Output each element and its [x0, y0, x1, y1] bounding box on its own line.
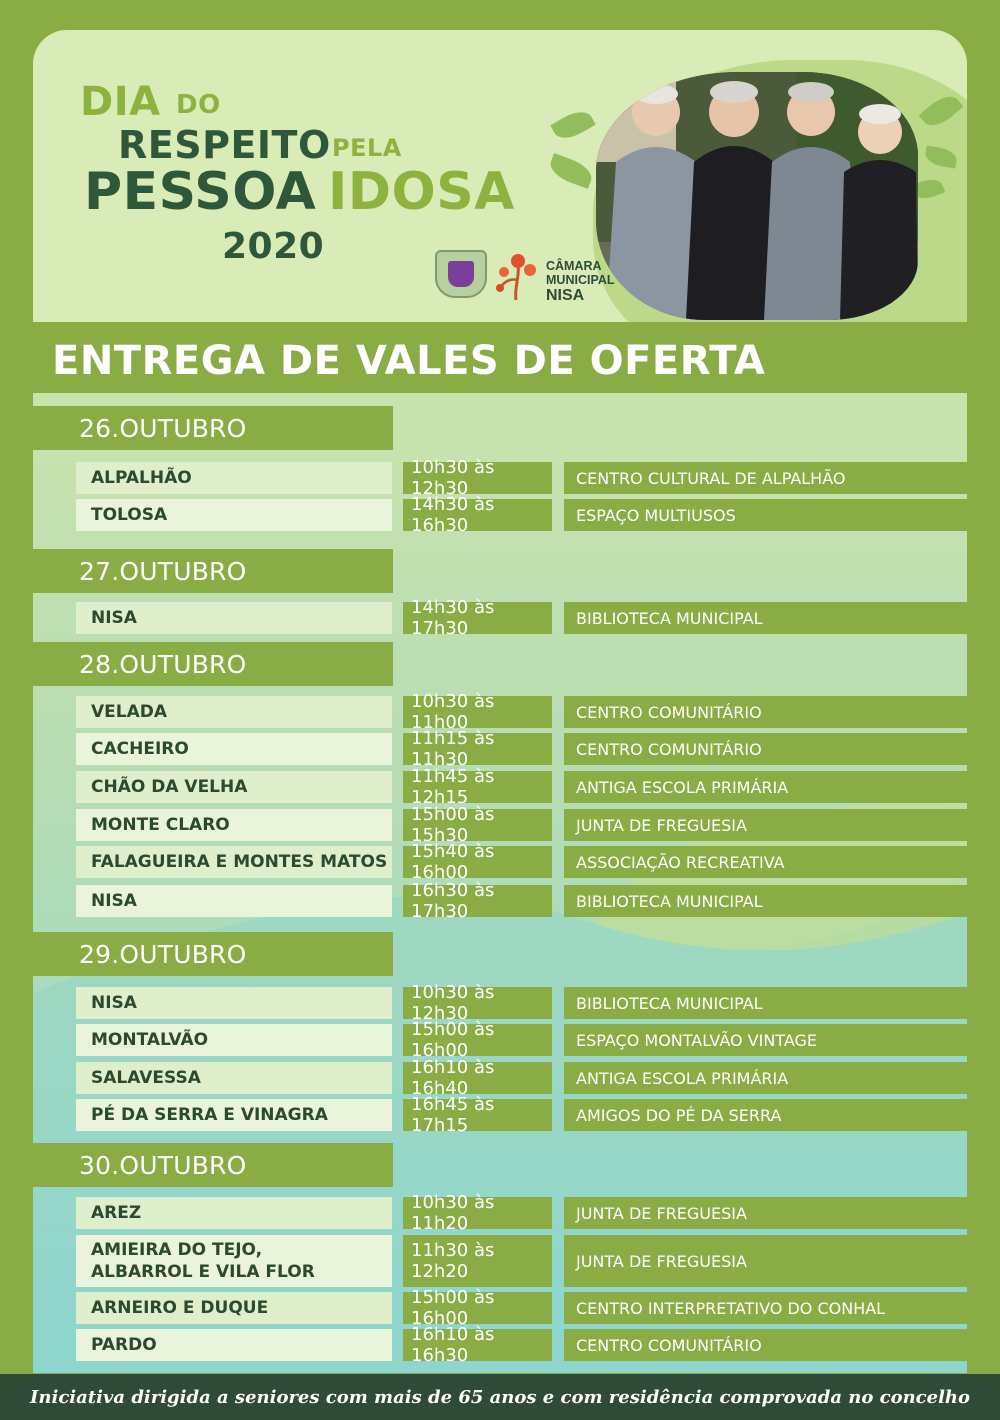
place-text: CACHEIRO: [91, 739, 189, 759]
place-cell: [76, 462, 392, 494]
place-cell: [76, 733, 392, 765]
time-cell: [403, 1057, 552, 1099]
venue-cell: [564, 1062, 967, 1094]
date-label: 29.OUTUBRO: [79, 939, 247, 969]
place-cell: [76, 1197, 392, 1229]
time-cell: [403, 494, 552, 536]
place-text: NISA: [91, 608, 137, 628]
time-text: 10h30 às 12h30: [411, 457, 495, 499]
date-header: [33, 1143, 393, 1187]
venue-cell: [564, 809, 967, 841]
time-cell: [403, 804, 552, 846]
place-cell: [76, 1024, 392, 1056]
title-do: DO: [176, 90, 221, 120]
time-cell: [403, 691, 552, 733]
place-text: SALAVESSA: [91, 1068, 201, 1088]
place-text: ALPALHÃO: [91, 468, 192, 488]
time-cell: [403, 728, 552, 770]
time-text: 15h00 às 16h00: [411, 1019, 495, 1061]
place-cell: [76, 1062, 392, 1094]
seniors-photo: [596, 72, 918, 320]
place-cell: [76, 987, 392, 1019]
venue-text: BIBLIOTECA MUNICIPAL: [576, 891, 763, 911]
place-cell: [76, 771, 392, 803]
place-cell: [76, 885, 392, 917]
place-cell: [76, 809, 392, 841]
venue-cell: [564, 602, 967, 634]
place-text: PARDO: [91, 1335, 157, 1355]
time-cell: [403, 1287, 552, 1329]
title-idosa: IDOSA: [328, 162, 515, 222]
title-year: 2020: [222, 226, 325, 267]
time-cell: [403, 1324, 552, 1366]
venue-cell: [564, 733, 967, 765]
date-header: [33, 549, 393, 593]
time-cell: [403, 880, 552, 922]
place-line: AMIEIRA DO TEJO,: [91, 1240, 263, 1260]
date-label: 30.OUTUBRO: [79, 1150, 247, 1180]
venue-text: AMIGOS DO PÉ DA SERRA: [576, 1105, 782, 1125]
place-cell: [76, 1292, 392, 1324]
coat-of-arms-icon: [435, 250, 487, 298]
date-header: [33, 932, 393, 976]
time-text: 14h30 às 16h30: [411, 494, 495, 536]
leaf-decoration: [547, 153, 596, 189]
venue-cell: [564, 1024, 967, 1056]
time-text: 15h00 às 15h30: [411, 804, 495, 846]
venue-text: ESPAÇO MULTIUSOS: [576, 505, 736, 525]
time-text: 11h15 às 11h30: [411, 728, 495, 770]
date-label: 27.OUTUBRO: [79, 556, 247, 586]
venue-text: ANTIGA ESCOLA PRIMÁRIA: [576, 777, 789, 797]
title-respeito: RESPEITO: [118, 123, 331, 167]
place-cell: [76, 1329, 392, 1361]
time-text: 11h30 às 12h20: [411, 1240, 495, 1282]
venue-cell: [564, 1197, 967, 1229]
date-label: 26.OUTUBRO: [79, 413, 247, 443]
time-cell: [403, 982, 552, 1024]
venue-text: CENTRO CULTURAL DE ALPALHÃO: [576, 468, 846, 488]
date-label: 28.OUTUBRO: [79, 649, 247, 679]
place-text: AREZ: [91, 1203, 142, 1223]
time-text: 10h30 às 12h30: [411, 982, 495, 1024]
place-text: VELADA: [91, 702, 168, 722]
leaf-decoration: [550, 105, 596, 144]
time-text: 16h45 às 17h15: [411, 1094, 495, 1136]
title-dia: DIA: [80, 79, 161, 125]
place-text: MONTE CLARO: [91, 815, 230, 835]
place-text: NISA: [91, 993, 137, 1013]
date-header: [33, 642, 393, 686]
place-line: ALBARROL E VILA FLOR: [91, 1262, 315, 1282]
time-cell: [403, 1094, 552, 1136]
venue-text: CENTRO COMUNITÁRIO: [576, 702, 762, 722]
banner-title: ENTREGA DE VALES DE OFERTA: [52, 338, 766, 384]
venue-text: ASSOCIAÇÃO RECREATIVA: [576, 852, 785, 872]
time-cell: [403, 1235, 552, 1287]
time-cell: [403, 766, 552, 808]
time-text: 10h30 às 11h20: [411, 1192, 495, 1234]
time-text: 15h00 às 16h00: [411, 1287, 495, 1329]
venue-text: BIBLIOTECA MUNICIPAL: [576, 993, 763, 1013]
place-text: TOLOSA: [91, 505, 168, 525]
title-pessoa: PESSOA: [84, 162, 317, 222]
time-text: 11h45 às 12h15: [411, 766, 495, 808]
venue-cell: [564, 696, 967, 728]
time-text: 16h30 às 17h30: [411, 880, 495, 922]
municipality-logo-text: CÂMARA MUNICIPAL NISA: [546, 259, 615, 304]
footer-bar: [0, 1374, 1000, 1420]
venue-text: CENTRO INTERPRETATIVO DO CONHAL: [576, 1298, 886, 1318]
flower-logo-icon: [492, 250, 544, 302]
place-cell: [76, 499, 392, 531]
footer-note: Iniciativa dirigida a seniores com mais de 65 anos e com residência comprovada no concelho: [29, 1386, 971, 1408]
place-cell: [76, 1235, 392, 1287]
venue-text: JUNTA DE FREGUESIA: [576, 1251, 747, 1271]
venue-text: ESPAÇO MONTALVÃO VINTAGE: [576, 1030, 818, 1050]
place-text: NISA: [91, 891, 137, 911]
venue-text: CENTRO COMUNITÁRIO: [576, 1335, 762, 1355]
venue-text: ANTIGA ESCOLA PRIMÁRIA: [576, 1068, 789, 1088]
venue-cell: [564, 1292, 967, 1324]
venue-cell: [564, 499, 967, 531]
venue-cell: [564, 771, 967, 803]
time-text: 15h40 às 16h00: [411, 841, 495, 883]
venue-text: JUNTA DE FREGUESIA: [576, 815, 747, 835]
place-text: ARNEIRO E DUQUE: [91, 1298, 269, 1318]
time-cell: [403, 457, 552, 499]
time-text: 16h10 às 16h30: [411, 1324, 495, 1366]
place-text: MONTALVÃO: [91, 1030, 209, 1050]
time-cell: [403, 1019, 552, 1061]
venue-cell: [564, 1099, 967, 1131]
venue-cell: [564, 1329, 967, 1361]
time-cell: [403, 597, 552, 639]
title-pela: PELA: [332, 134, 402, 162]
place-text: FALAGUEIRA E MONTES MATOS: [91, 852, 388, 872]
place-cell: [76, 1099, 392, 1131]
venue-cell: [564, 846, 967, 878]
place-cell: [76, 696, 392, 728]
venue-text: BIBLIOTECA MUNICIPAL: [576, 608, 763, 628]
place-cell: [76, 846, 392, 878]
venue-cell: [564, 987, 967, 1019]
venue-cell: [564, 462, 967, 494]
time-cell: [403, 841, 552, 883]
date-header: [33, 406, 393, 450]
place-cell: [76, 602, 392, 634]
venue-cell: [564, 885, 967, 917]
venue-text: JUNTA DE FREGUESIA: [576, 1203, 747, 1223]
place-text: CHÃO DA VELHA: [91, 777, 248, 797]
venue-text: CENTRO COMUNITÁRIO: [576, 739, 762, 759]
venue-cell: [564, 1235, 967, 1287]
place-text: PÉ DA SERRA E VINAGRA: [91, 1105, 328, 1125]
time-text: 16h10 às 16h40: [411, 1057, 495, 1099]
time-cell: [403, 1192, 552, 1234]
time-text: 10h30 às 11h00: [411, 691, 495, 733]
time-text: 14h30 às 17h30: [411, 597, 495, 639]
